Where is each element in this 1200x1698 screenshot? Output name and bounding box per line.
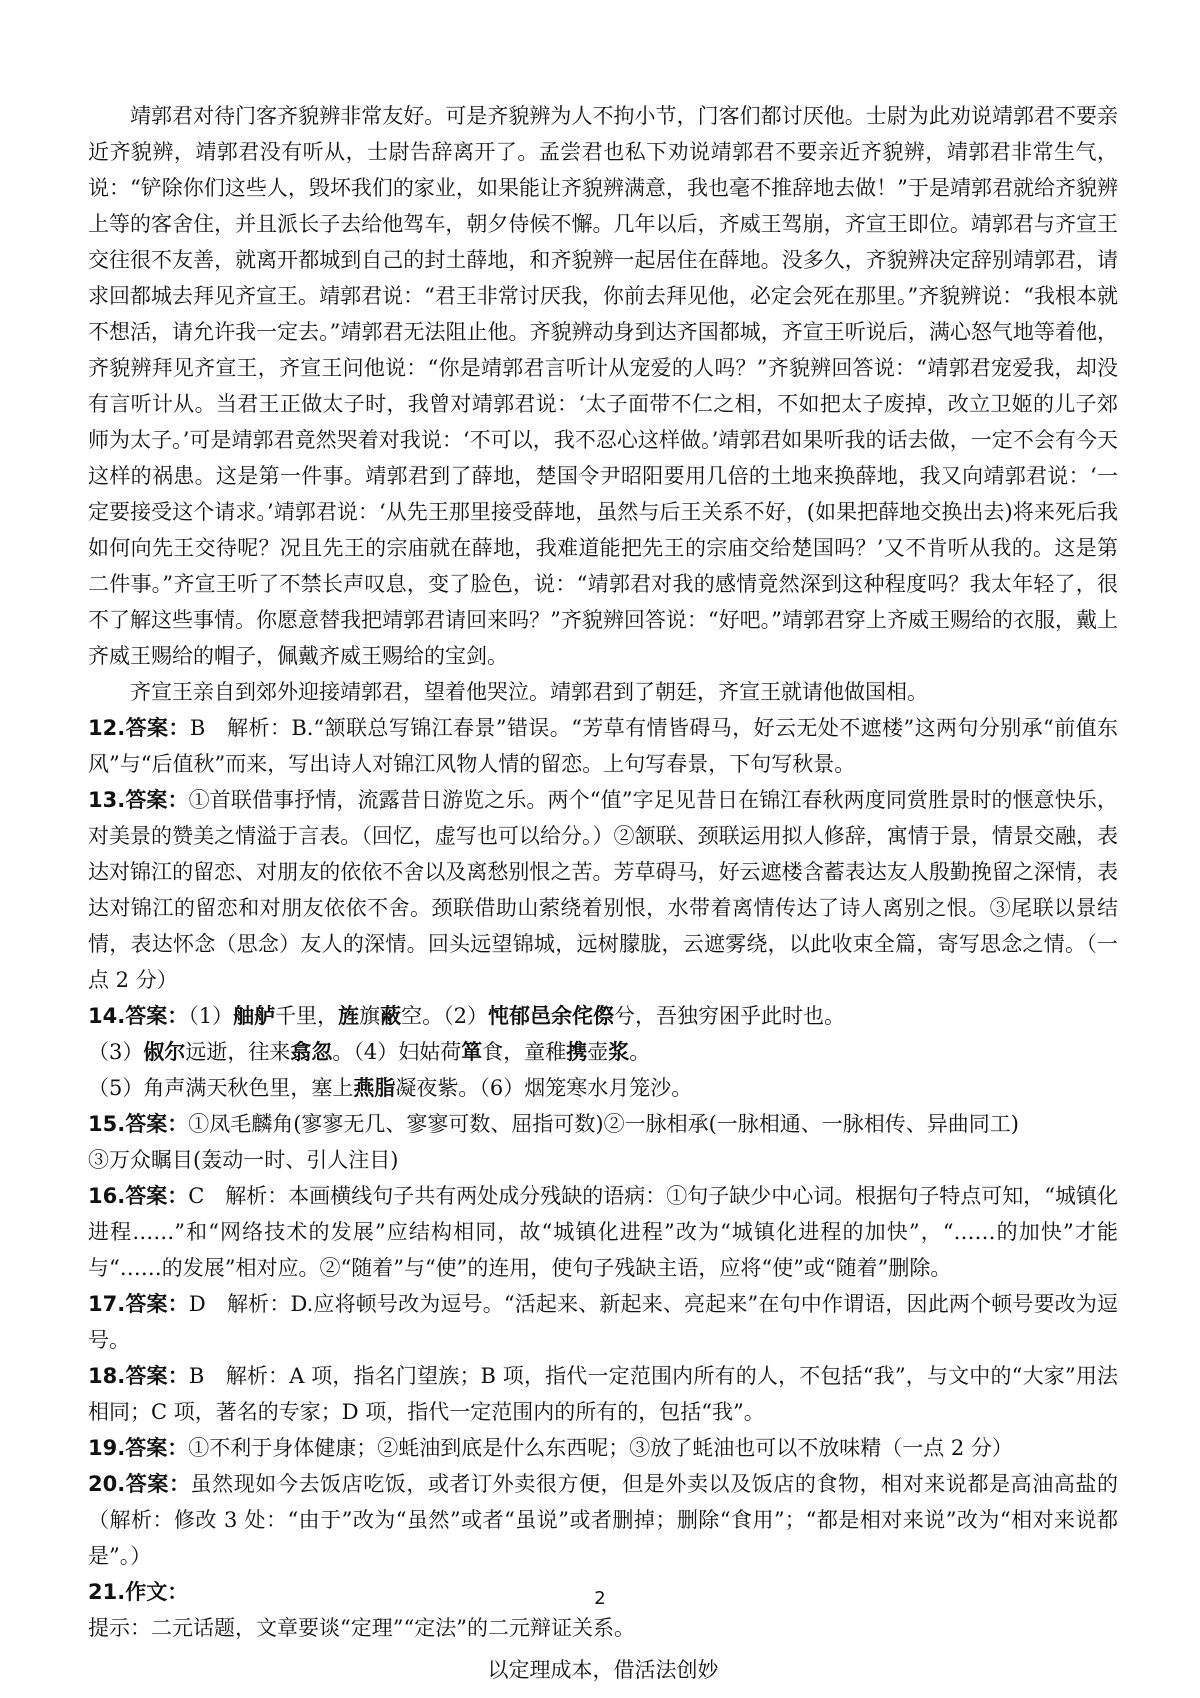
answer-text: 远逝，往来 — [185, 1040, 291, 1064]
emphasized-word: 蔽 — [380, 1003, 402, 1028]
page-number: 2 — [594, 1588, 606, 1609]
answer-text: 空。（2） — [401, 1004, 488, 1028]
question-number: 20. — [88, 1472, 126, 1496]
answer-text: D 解析：D.应将顿号改为逗号。“活起来、新起来、亮起来”在句中作谓语，因此两个顿号要改为逗号。 — [88, 1292, 1119, 1352]
answer-label: 答案： — [125, 1471, 191, 1496]
answer-12 — [88, 710, 1118, 782]
answer-text: 凝夜紫。（6）烟笼寒水月笼沙。 — [395, 1076, 693, 1100]
answer-text: 。（4）妇姑荷 — [332, 1040, 462, 1064]
answer-18 — [88, 1358, 1118, 1430]
answer-text: ①不利于身体健康；②蚝油到底是什么东西呢；③放了蚝油也可以不放味精（一点 2 分） — [188, 1436, 1013, 1460]
answer-14 — [88, 998, 1118, 1034]
emphasized-word: 燕脂 — [353, 1075, 396, 1100]
emphasized-word: 舳舻 — [233, 1003, 276, 1028]
answer-label: 答案： — [125, 1435, 189, 1460]
emphasized-word: 俶尔 — [143, 1039, 186, 1064]
answer-label: 答案： — [125, 1003, 189, 1028]
answer-label: 答案： — [125, 1291, 189, 1316]
answer-text: （3） — [88, 1040, 144, 1064]
answer-20 — [88, 1466, 1118, 1574]
answer-label: 答案： — [125, 787, 189, 812]
question-number: 16. — [88, 1184, 126, 1208]
question-number: 14. — [88, 1004, 126, 1028]
translation-paragraph-1: 靖郭君对待门客齐貌辨非常友好。可是齐貌辨为人不拘小节，门客们都讨厌他。士尉为此劝说靖郭君不要亲近齐貌辨，靖郭君没有听从，士尉告辞离开了。孟尝君也私下劝说靖郭君不要亲近齐貌辨，靖郭君非常生气，说：“铲除你们这些人，毁坏我们的家业，如果能让齐貌辨满意，我也毫不推辞地去做！”于是靖郭君就给齐貌辨上等的客舍住，并且派长子去给他驾车，朝夕侍候不懈。几年以后，齐威王驾崩，齐宣王即位。靖郭君与齐宣王交往很不友善，就离开都城到自己的封土薛地，和齐貌辨一起居住在薛地。没多久，齐貌辨决定辞别靖郭君，请求回都城去拜见齐宣王。靖郭君说：“君王非常讨厌我，你前去拜见他，必定会死在那里。”齐貌辨说：“我根本就不想活，请允许我一定去。”靖郭君无法阻止他。齐貌辨动身到达齐国都城，齐宣王听说后，满心怒气地等着他，齐貌辨拜见齐宣王，齐宣王问他说：“你是靖郭君言听计从宠爱的人吗？”齐貌辨回答说：“靖郭君宠爱我，却没有言听计从。当君王正做太子时，我曾对靖郭君说：‘太子面带不仁之相，不如把太子废掉，改立卫姬的儿子郊师为太子。’可是靖郭君竟然哭着对我说：‘不可以，我不忍心这样做。’靖郭君如果听我的话去做，一定不会有今天这样的祸患。这是第一件事。靖郭君到了薛地，楚国令尹昭阳要用几倍的土地来换薛地，我又向靖郭君说：‘一定要接受这个请求。’靖郭君说：‘从先王那里接受薛地，虽然与后王关系不好，(如果把薛地交换出去)将来死后我如何向先王交待呢？况且先王的宗庙就在薛地，我难道能把先王的宗庙交给楚国吗？’又不肯听从我的。这是第二件事。”齐宣王听了不禁长声叹息，变了脸色，说：“靖郭君对我的感情竟然深到这种程度吗？我太年轻了，很不了解这些事情。你愿意替我把靖郭君请回来吗？”齐貌辨回答说：“好吧。”靖郭君穿上齐威王赐给的衣服，戴上齐威王赐给的帽子，佩戴齐威王赐给的宝剑。 — [88, 104, 1118, 668]
emphasized-word: 旌 — [338, 1003, 360, 1028]
answer-label: 答案： — [125, 1111, 189, 1136]
answer-15-line-2: ③万众瞩目(轰动一时、引人注目) — [88, 1148, 399, 1172]
answer-text: C 解析：本画横线句子共有两处成分残缺的语病：①句子缺少中心词。根据句子特点可知，“城镇化进程……”和“网络技术的发展”应结构相同，故“城镇化进程”改为“城镇化进程的加快”，“……的加快”才能与“……的发展”相对应。②“随着”与“使”的连用，使句子残缺主语，应将“使”或“随着”删除。 — [88, 1184, 1119, 1280]
answer-text: 兮，吾独穷困乎此时也。 — [613, 1004, 845, 1028]
answer-text: B 解析：B.“颔联总写锦江春景”错误。“芳草有情皆碍马，好云无处不遮楼”这两句分别承“前值东风”与“后值秋”而来，写出诗人对锦江风物人情的留恋。上句写春景，下句写秋景。 — [88, 716, 1119, 776]
answer-14-line-2 — [88, 1034, 1118, 1070]
answer-label: 答案： — [125, 1363, 189, 1388]
answer-text: B 解析：A 项，指名门望族；B 项，指代一定范围内所有的人，不包括“我”，与文中的“大家”用法相同；C 项，著名的专家；D 项，指代一定范围内的所有的，包括“我”。 — [88, 1364, 1119, 1424]
answer-13 — [88, 782, 1118, 998]
answer-17 — [88, 1286, 1118, 1358]
answer-text: 壶 — [587, 1040, 609, 1064]
document-content — [88, 98, 1118, 1688]
answer-label: 答案： — [125, 1183, 189, 1208]
answer-text: 千里， — [275, 1004, 339, 1028]
answer-15 — [88, 1106, 1118, 1142]
answer-19 — [88, 1430, 1118, 1466]
question-number: 18. — [88, 1364, 126, 1388]
translation-paragraph-2: 齐宣王亲自到郊外迎接靖郭君，望着他哭泣。靖郭君到了朝廷，齐宣王就请他做国相。 — [130, 680, 928, 704]
emphasized-word: 箪 — [461, 1039, 483, 1064]
answer-text: ①首联借事抒情，流露昔日游览之乐。两个“值”字足见昔日在锦江春秋两度同赏胜景时的惬意快乐，对美景的赞美之情溢于言表。（回忆，虚写也可以给分。）②颔联、颈联运用拟人修辞，寓情于景，情景交融，表达对锦江的留恋、对朋友的依依不舍以及离愁别恨之苦。芳草碍马，好云遮楼含蓄表达友人殷勤挽留之深情，表达对锦江的留恋和对朋友依依不舍。颈联借助山萦绕着别恨，水带着离情传达了诗人离别之恨。③尾联以景结情，表达怀念（思念）友人的深情。回头远望锦城，远树朦胧，云遮雾绕，以此收束全篇，寄写思念之情。（一点 2 分） — [88, 788, 1119, 992]
answer-text: 。 — [629, 1040, 651, 1064]
emphasized-word: 浆 — [608, 1039, 630, 1064]
essay-hint: 提示：二元话题，文章要谈“定理”“定法”的二元辩证关系。 — [88, 1616, 635, 1640]
answer-16 — [88, 1178, 1118, 1286]
answer-text: （5）角声满天秋色里，塞上 — [88, 1076, 354, 1100]
answer-text: （1） — [188, 1004, 234, 1028]
essay-title: 以定理成本，借活法创妙 — [487, 1658, 719, 1682]
emphasized-word: 忳郁邑余侘傺 — [487, 1003, 614, 1028]
question-number: 17. — [88, 1292, 126, 1316]
question-number: 12. — [88, 716, 126, 740]
emphasized-word: 携 — [566, 1039, 588, 1064]
answer-label: 作文： — [125, 1579, 189, 1604]
answer-label: 答案： — [125, 715, 190, 740]
emphasized-word: 翕忽 — [290, 1039, 333, 1064]
question-number: 15. — [88, 1112, 126, 1136]
answer-text: 食，童稚 — [482, 1040, 567, 1064]
answer-14-line-3 — [88, 1070, 1118, 1106]
question-number: 21. — [88, 1580, 126, 1604]
question-number: 19. — [88, 1436, 126, 1460]
answer-text: ①凤毛麟角(寥寥无几、寥寥可数、屈指可数)②一脉相承(一脉相通、一脉相传、异曲同工) — [188, 1112, 1019, 1136]
answer-text: 旗 — [359, 1004, 381, 1028]
question-number: 13. — [88, 788, 126, 812]
answer-text: 虽然现如今去饭店吃饭，或者订外卖很方便，但是外卖以及饭店的食物，相对来说都是高油高盐的（解析：修改 3 处：“由于”改为“虽然”或者“虽说”或者删掉；删除“食用”；“都是相对来说”改为“相对来说都是”。） — [88, 1472, 1119, 1568]
